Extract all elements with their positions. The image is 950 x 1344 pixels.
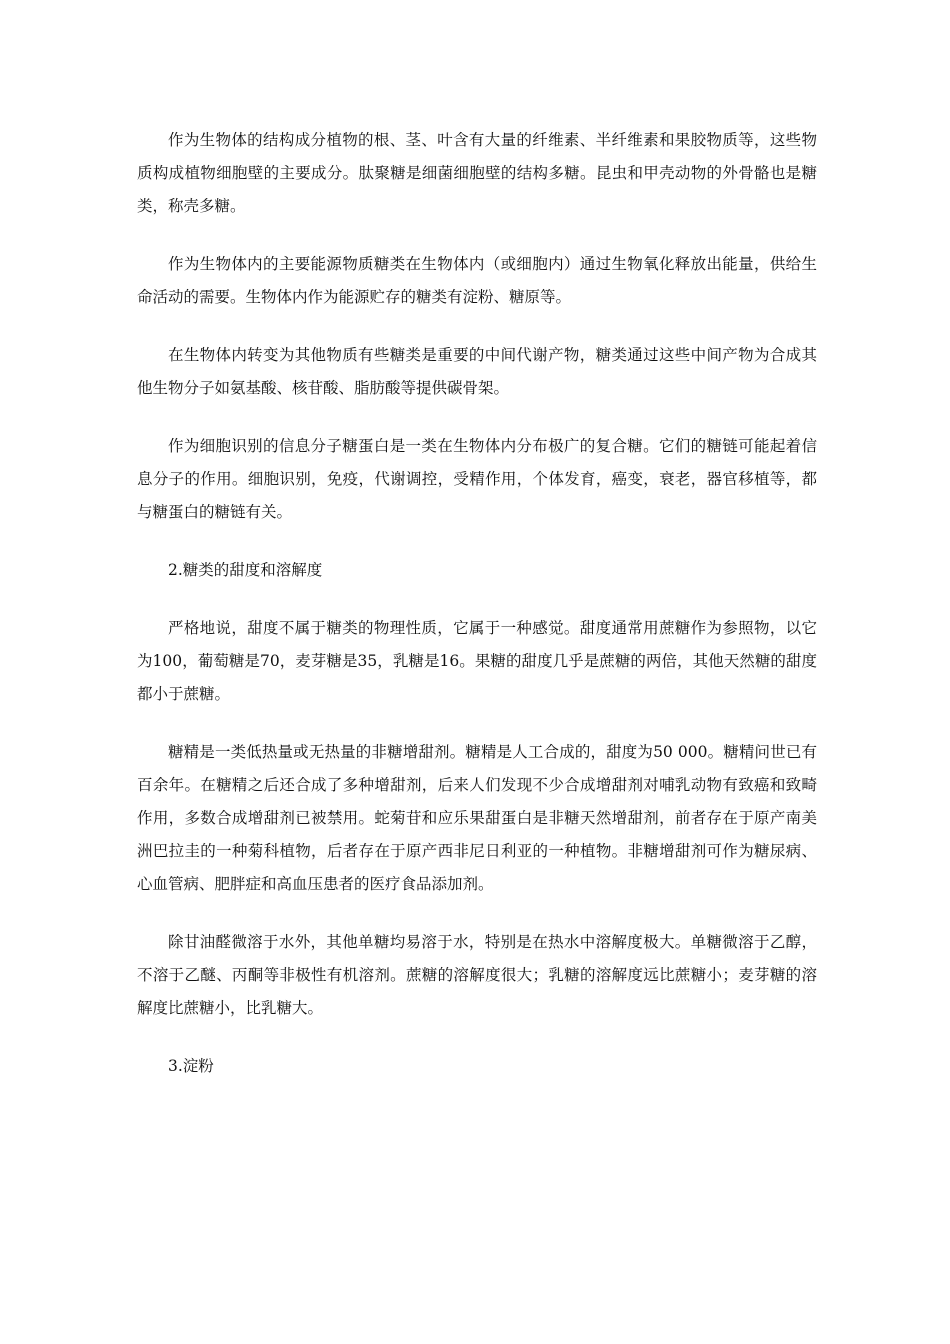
- paragraph-solubility: 除甘油醛微溶于水外，其他单糖均易溶于水，特别是在热水中溶解度极大。单糖微溶于乙醇，不溶于乙醚、丙酮等非极性有机溶剂。蔗糖的溶解度很大；乳糖的溶解度远比蔗糖小；麦芽糖的溶解度比蔗糖小，比乳糖大。: [137, 933, 817, 1017]
- paragraph-signal-role: 作为细胞识别的信息分子糖蛋白是一类在生物体内分布极广的复合糖。它们的糖链可能起着信息分子的作用。细胞识别，免疫，代谢调控，受精作用，个体发育，癌变，衰老，器官移植等，都与糖蛋白的糖链有关。: [137, 437, 817, 521]
- paragraph-structural-role: 作为生物体的结构成分植物的根、茎、叶含有大量的纤维素、半纤维素和果胶物质等，这些物质构成植物细胞壁的主要成分。肽聚糖是细菌细胞壁的结构多糖。昆虫和甲壳动物的外骨骼也是糖类，称壳多糖。: [137, 131, 817, 215]
- paragraph-gap: [137, 901, 817, 926]
- paragraph-saccharin: 糖精是一类低热量或无热量的非糖增甜剂。糖精是人工合成的，甜度为50 000。糖精问世已有百余年。在糖精之后还合成了多种增甜剂，后来人们发现不少合成增甜剂对哺乳动物有致癌和致畸作用，多数合成增甜剂已被禁用。蛇菊苷和应乐果甜蛋白是非糖天然增甜剂，前者存在于原产南美洲巴拉圭的一种菊科植物，后者存在于原产西非尼日利亚的一种植物。非糖增甜剂可作为糖尿病、心血管病、肥胖症和高血压患者的医疗食品添加剂。: [137, 743, 817, 893]
- paragraph-gap: [137, 529, 817, 554]
- paragraph-gap: [137, 1025, 817, 1050]
- section-heading-starch: 3.淀粉: [168, 1057, 214, 1075]
- document-page: [137, 124, 817, 1083]
- paragraph-gap: [137, 711, 817, 736]
- paragraph-sweetness: 严格地说，甜度不属于糖类的物理性质，它属于一种感觉。甜度通常用蔗糖作为参照物，以它为100，葡萄糖是70，麦芽糖是35，乳糖是16。果糖的甜度几乎是蔗糖的两倍，其他天然糖的甜度都小于蔗糖。: [137, 619, 817, 703]
- paragraph-gap: [137, 587, 817, 612]
- paragraph-energy-role: 作为生物体内的主要能源物质糖类在生物体内（或细胞内）通过生物氧化释放出能量，供给生命活动的需要。生物体内作为能源贮存的糖类有淀粉、糖原等。: [137, 255, 817, 306]
- paragraph-gap: [137, 223, 817, 248]
- paragraph-gap: [137, 405, 817, 430]
- paragraph-conversion-role: 在生物体内转变为其他物质有些糖类是重要的中间代谢产物，糖类通过这些中间产物为合成其他生物分子如氨基酸、核苷酸、脂肪酸等提供碳骨架。: [137, 346, 817, 397]
- section-heading-sweetness: 2.糖类的甜度和溶解度: [168, 561, 323, 579]
- paragraph-gap: [137, 314, 817, 339]
